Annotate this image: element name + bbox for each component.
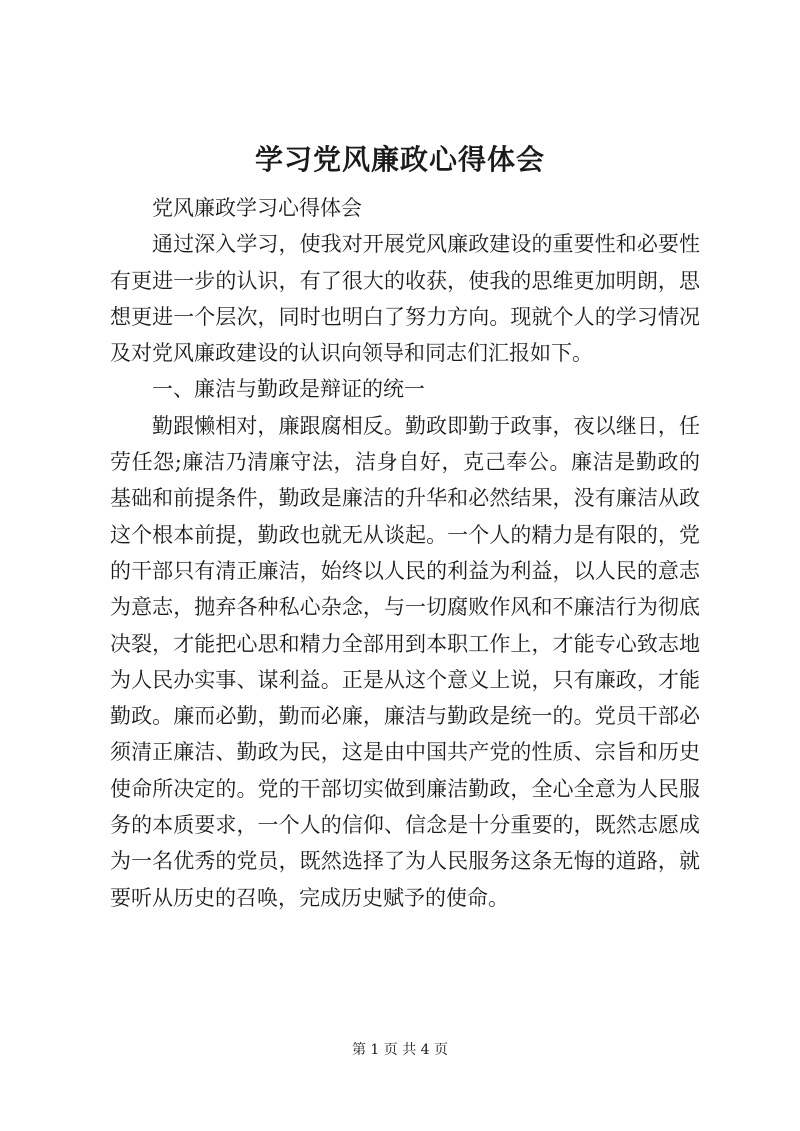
body-paragraph: 勤跟懒相对，廉跟腐相反。勤政即勤于政事，夜以继日，任劳任怨;廉洁乃清廉守法，洁身自好，克己奉公。廉洁是勤政的基础和前提条件，勤政是廉洁的升华和必然结果，没有廉洁从政这个根本前提，勤政也就无从谈起。一个人的精力是有限的，党的干部只有清正廉洁，始终以人民的利益为利益，以人民的意志为意志，抛弃各种私心杂念，与一切腐败作风和不廉洁行为彻底决裂，才能把心思和精力全部用到本职工作上，才能专心致志地为人民办实事、谋利益。正是从这个意义上说，只有廉政，才能勤政。廉而必勤，勤而必廉，廉洁与勤政是统一的。党员干部必须清正廉洁、勤政为民，这是由中国共产党的性质、宗旨和历史使命所决定的。党的干部切实做到廉洁勤政，全心全意为人民服务的本质要求，一个人的信仰、信念是十分重要的，既然志愿成为一名优秀的党员，既然选择了为人民服务这条无悔的道路，就要听从历史的召唤，完成历史赋予的使命。 [110, 413, 700, 910]
intro-paragraph: 通过深入学习，使我对开展党风廉政建设的重要性和必要性有更进一步的认识，有了很大的收获，使我的思维更加明朗，思想更进一个层次，同时也明白了努力方向。现就个人的学习情况及对党风廉政建设的认识向领导和同志们汇报如下。 [110, 232, 700, 366]
section-heading: 一、廉洁与勤政是辩证的统一 [152, 377, 425, 402]
document-body [110, 190, 700, 916]
subtitle-paragraph: 党风廉政学习心得体会 [152, 196, 362, 220]
document-title: 学习党风廉政心得体会 [254, 143, 545, 176]
page-footer: 第 1 页 共 4 页 [351, 1042, 449, 1058]
